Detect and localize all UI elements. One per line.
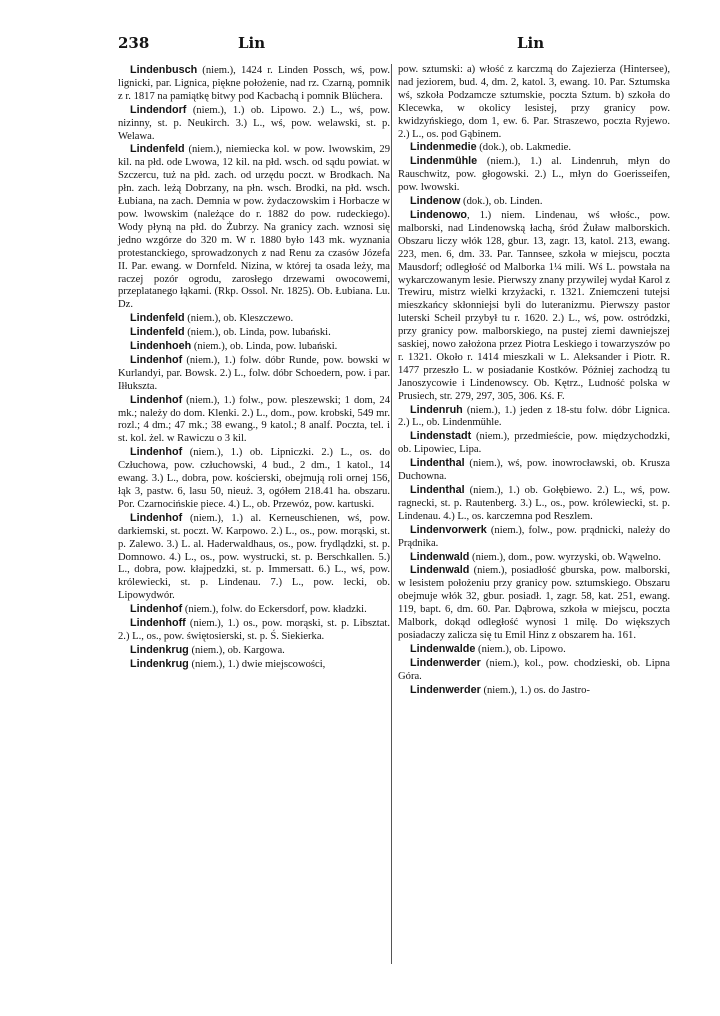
- entry-headword: Lindenwerder: [410, 683, 481, 696]
- entry-headword: Lindenhof: [130, 511, 183, 524]
- entry-text: (niem.), 1.) ob. Lipowo. 2.) L., wś, pow. nizinny, st. p. Neukirch. 3.) L., wś, pow. welawski, st. p. Welawa.: [118, 104, 390, 142]
- entry-headword: Lindenvorwerk: [410, 523, 487, 536]
- dictionary-entry: [398, 404, 670, 431]
- entry-headword: Lindenhoeh: [130, 340, 192, 353]
- entry-text: (niem.), kol., pow. chodzieski, ob. Lipna Góra.: [398, 657, 670, 682]
- dictionary-entry: [398, 564, 670, 642]
- entry-headword: Lindenhof: [130, 446, 183, 459]
- entry-text: (niem.), folw., pow. prądnicki, należy do Prądnika.: [398, 524, 670, 549]
- dictionary-entry: [118, 104, 390, 144]
- dictionary-entry: [118, 644, 390, 658]
- entry-text: (niem.), ob. Lipowo.: [475, 643, 566, 655]
- entry-headword: Lindenmühle: [410, 155, 478, 168]
- entry-text: (niem.), przedmieście, pow. międzychodzki, ob. Lipowiec, Lipa.: [398, 431, 670, 456]
- dictionary-entry: [398, 141, 670, 155]
- dictionary-entry: [118, 617, 390, 644]
- entry-text: (niem.), 1.) os., pow. morąski, st. p. Libsztat. 2.) L., os., pow. świętosierski, st. p. Ś. Siekierka.: [118, 618, 390, 642]
- entry-headword: Lindenstadt: [410, 430, 472, 443]
- right-column: [398, 64, 670, 698]
- entry-headword: Lindenhoff: [130, 617, 186, 630]
- entry-text: (niem.), 1424 r. Linden Possch, wś, pow. lignicki, par. Lignica, piękne położenie, nad rz. Czarną, pomnik z r. 1817 na pamiątkę bitwy pod Kacbachą i pomnik Blüchera.: [118, 65, 390, 102]
- entry-headword: Lindenfeld: [130, 312, 185, 325]
- dictionary-entry: [398, 64, 670, 141]
- entry-headword: Lindenkrug: [130, 657, 189, 670]
- left-column: [118, 64, 390, 672]
- entry-text: (niem.), ob. Linda, pow. lubański.: [184, 327, 331, 339]
- page-number: 238: [118, 34, 150, 52]
- dictionary-entry: [118, 603, 390, 617]
- dictionary-entry: [398, 457, 670, 484]
- dictionary-entry: [118, 512, 390, 603]
- left-running-head: Lin: [238, 34, 266, 52]
- page-header: [0, 34, 720, 58]
- dictionary-entry: [118, 143, 390, 312]
- entry-text: (niem.), 1.) dwie miejscowości,: [188, 658, 326, 670]
- dictionary-entry: [398, 155, 670, 195]
- entry-headword: Lindenmedie: [410, 141, 477, 154]
- entry-text: (niem.), 1.) folw. dóbr Runde, pow. bowski w Kurlandyi, par. Bowsk. 2.) L., folw. dóbr Schoedern, pow. i par. Iłłukszta.: [118, 354, 390, 392]
- dictionary-entry: [118, 326, 390, 340]
- entry-text: (niem.), 1.) ob. Gołębiewo. 2.) L., wś, pow. ragnecki, st. p. Rautenberg. 3.) L., os., pow. królewiecki, st. p. Lindenau. 4.) L., os. karczemna pod Reszlem.: [398, 485, 670, 522]
- entry-headword: Lindenwald: [410, 550, 470, 563]
- dictionary-entry: [118, 340, 390, 354]
- entry-text: (niem.), ob. Linda, pow. lubański.: [191, 341, 338, 353]
- entry-headword: Lindendorf: [130, 103, 187, 116]
- entry-text: (niem.), wś, pow. inowrocławski, ob. Kruszа Duchowna.: [398, 458, 670, 483]
- dictionary-entry: [118, 394, 390, 447]
- entry-headword: Lindenthal: [410, 484, 465, 496]
- entry-headword: Lindenruh: [410, 403, 463, 416]
- entry-headword: Lindenowo: [410, 208, 467, 221]
- entry-headword: Lindenbusch: [130, 64, 198, 76]
- dictionary-entry: [398, 484, 670, 524]
- entry-headword: Lindenwald: [410, 564, 470, 577]
- entry-text: , 1.) niem. Lindenau, wś włośc., pow. malborski, nad Lindenowską łachą, śród Żuław malborskich. Obszaru liczy włók 128, gbur. 13, zagr. 13, katol. 213, ewang. 223, men. 6, dm. 33. Par. Tannsee, szkoła w miejscu, poczta Mausdorf; odległość od Malborka 1¼ mili. Wś L. powstała na wykarczowanym lesie. Pierwszy znany przywilej wydał Karol z Trewiru, mistrz wielki krzyżacki, r. 1321. Zniemczeni tutejsi mieszkańcy skłonniejsi byli do luteranizmu. Pierwszy pastor luterski Scheil przybył tu r. 1620. 2.) L., wś, pow. ostródzki, przy granicy pow. malborskiego, na pustej ziemi dawniejszej saskiej, nowo założona przez Piotra Leskiego i towarzyszów po r. 1321. Około r. 1414 mieszkali w L. Aleksander i Piotr. R. 1477 przeszło L. w posiadanie Kostków. Później zachodzą tu Janoszycowie i Lindenowscy. Ob. Kętrz., Ludność polska w Prusiech, str. 279, 297, 305, 306. Kś. F.: [398, 209, 670, 402]
- entry-text: (niem.), ob. Kleszczewo.: [184, 313, 294, 325]
- entry-headword: Lindenwalde: [410, 642, 476, 655]
- dictionary-entry: [118, 64, 390, 104]
- dictionary-entry: [398, 524, 670, 551]
- dictionary-entry: [118, 658, 390, 672]
- entry-text: (niem.), niemiecka kol. w pow. lwowskim, 29 kil. na płd. ode Lwowa, 12 kil. na płd. wsch. od sądu powiat. w Szczercu, tuż na płd. zach. od urzędu poczt. w Brodkach. Na płn. zach. leżą Dobrzany, na płn. wsch. Brodki, na płd. wsch. Łubiana, na zach. Demnia w pow. żydaczowskim i Horbacze w pow. lwowskim (należące do r. 1882 do pow. rudeckiego). Wody płyną na płd. do Żubrzy. Na granicy zach. wznosi się jedno wzgórze do 320 m. W r. 1880 było 143 mk. wyznania protestanckiego, sprowadzonych z nad Renu za czasów Józefa II. Par. ewang. w Dornfeld. Nizina, w której ta osada leży, ma raczej pozór ogrodu, zarosłego drzewami owocowemi, przeplatanego łąkami. (Rkp. Ossol. Nr. 1825). Ob. Łubiana. Lu. Dz.: [118, 144, 390, 311]
- entry-headword: Lindenhof: [130, 353, 183, 366]
- dictionary-entry: [118, 446, 390, 512]
- entry-text: (niem.), 1.) os. do Jastro-: [480, 684, 590, 696]
- entry-text: (niem.), 1.) folw., pow. pleszewski; 1 dom, 24 mk.; należy do dom. Klenki. 2.) L., dom., pow. krobski, 549 mr. rozl.; 4 dm.; 47 mk.; 38 ewang., 9 katol.; 8 analf. Poczta, tel. i st. kol. żel. w Rawiczu o 3 kil.: [118, 394, 390, 445]
- entry-text: (niem.), dom., pow. wyrzyski, ob. Wąwelno.: [469, 551, 661, 563]
- entry-text: (niem.), 1.) al. Lindenruh, młyn do Rauschwitz, pow. głogowski. 2.) L., młyn do Goerisseifen, pow. lwowski.: [398, 156, 670, 194]
- dictionary-entry: [398, 551, 670, 565]
- dictionary-entry: [398, 430, 670, 457]
- entry-headword: Lindenkrug: [130, 643, 189, 656]
- entry-headword: Lindenwerder: [410, 656, 481, 669]
- entry-text: (dok.), ob. Lakmedie.: [476, 142, 572, 154]
- dictionary-entry: [118, 354, 390, 394]
- column-divider: [391, 64, 392, 964]
- entry-headword: Lindenfeld: [130, 326, 185, 339]
- entry-headword: Lindenfeld: [130, 143, 185, 156]
- dictionary-entry: [398, 195, 670, 209]
- entry-text: (niem.), 1.) al. Kerneuschienen, wś, pow. darkiemski, st. poczt. W. Karpowo. 2.) L., os., pow. morąski, st. p. Zalewo. 3.) L. al. Haderwaldhaus, os., pow. frydlądzki, st. p. Domnowo. 4.) L., os., pow. wystrucki, st. p. Berschkallen. 5.) L., dobra, pow. kłajpedzki, st. p. Immersatt. 6.) L., wś, pow. królewiecki, st. p. Lindenau. 7.) L., pow. lecki, ob. Lipowydwór.: [118, 512, 390, 602]
- entry-text: (niem.), posiadłość gburska, pow. malborski, w lesistem położeniu przy granicy pow. sztumskiego. Obszaru obejmuje włók 32, gbur. posiadł. 1, zagr. 58, kat. 251, ewang. 119, bapt. 6, dm. 60. Par. Dąbrowa, szkoła w miejscu, poczta Malbork, dokąd odległość wynosi 1 milę. Do większych posiadaczy zalicza się tu Emil Hinz z obszarem ha. 161.: [398, 565, 670, 641]
- entry-headword: Lindenhof: [130, 393, 183, 406]
- entry-headword: Lindenthal: [410, 457, 465, 470]
- entry-text: (niem.), ob. Kargowa.: [188, 644, 285, 656]
- dictionary-entry: [118, 312, 390, 326]
- entry-text: (niem.), 1.) jeden z 18-stu folw. dóbr Lignica. 2.) L., ob. Lindenmühle.: [398, 404, 670, 429]
- dictionary-entry: [398, 643, 670, 657]
- dictionary-entry: [398, 657, 670, 684]
- entry-text: (niem.), folw. do Eckersdorf, pow. kładzki.: [182, 604, 367, 616]
- entry-text: pow. sztumski: a) włość z karczmą do Zajezierza (Hintersee), nad jeziorem, bud. 4, dm. 2, katol. 3, ewang. 10. Par. Sztumska wś, szkoła Podzamcze sztumskie, poczta Sztum. b) szkoła do Klecewka, w okolicy lesistej, przy granicy pow. kwidzyńskiego, dom 1, ew. 6. Par. Straszewo, poczta Ryjewo. 2.) L., os. pod Gąbinem.: [398, 64, 670, 140]
- right-running-head: Lin: [517, 34, 545, 52]
- entry-headword: Lindenhof: [130, 603, 183, 616]
- entry-text: (dok.), ob. Linden.: [460, 196, 543, 208]
- entry-text: (niem.), 1.) ob. Lipniczki. 2.) L., os. do Człuchowa, pow. człuchowski, 4 bud., 2 dm., 1 katol., 14 ewang. 3.) L., dobra, pow. kościerski, obejmują roli ornej 156, łąk 3, pastw. 6, lasu 50, nieuż. 3, ogółem 218.41 ha. obszaru. Por. Czarnocińskie piece. 4.) L., ob. Przewóz, pow. kartuski.: [118, 447, 390, 510]
- entry-headword: Lindenow: [410, 195, 461, 208]
- dictionary-entry: [398, 209, 670, 404]
- dictionary-entry: [398, 684, 670, 698]
